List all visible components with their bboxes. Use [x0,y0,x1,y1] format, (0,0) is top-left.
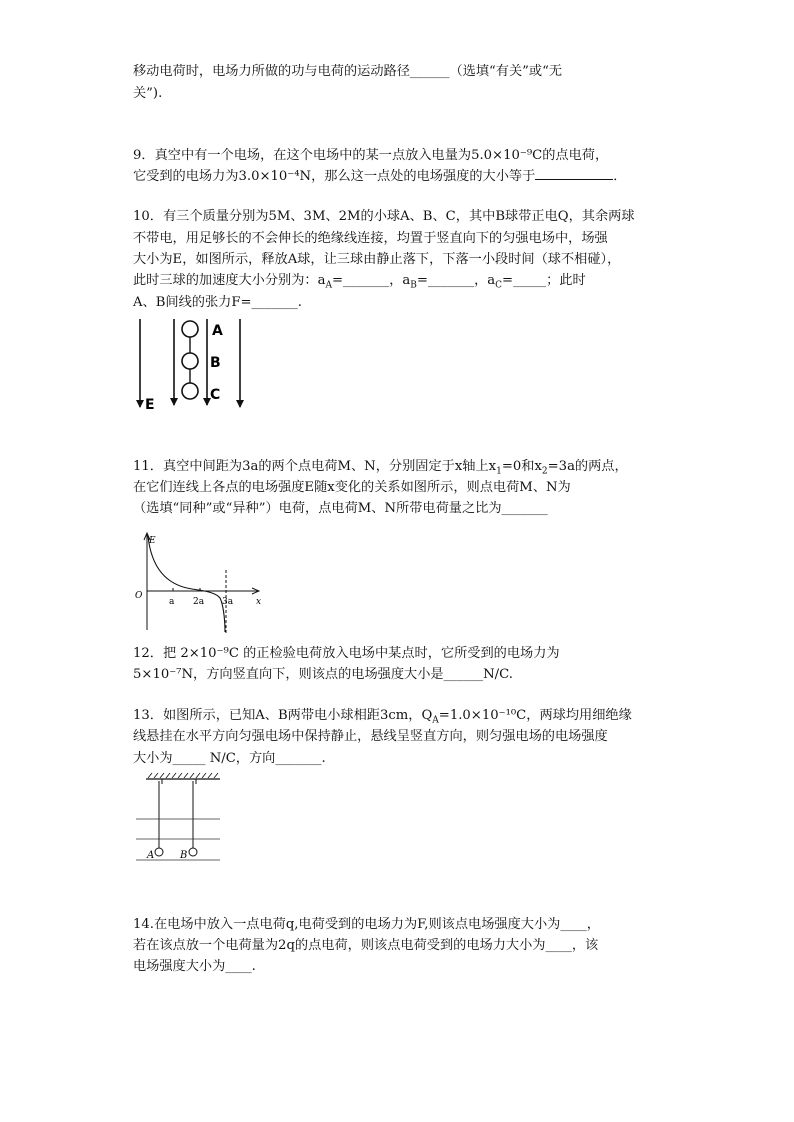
q10-line4-text: 此时三球的加速度大小分别为：a [133,273,326,288]
q10-eq2: =_______，a [416,273,496,288]
q8-line1: 移动电荷时，电场力所做的功与电荷的运动路径______（选填“有关”或“无 [133,64,563,79]
q10-eq1: =_______，a [332,273,411,288]
q10-line4 [133,270,673,291]
q13-line1-b: =1.0×10⁻¹⁰C，两球均用细绝缘 [438,708,632,723]
q14-line3: 电场强度大小为____. [133,959,256,974]
label-b: B [180,850,188,861]
q10-line1: 10．有三个质量分别为5M、3M、2M的小球A、B、C，其中B球带正电Q，其余两球 [133,209,635,224]
field-curve [148,536,225,632]
label-a: A [147,850,155,861]
label-e: E [145,397,155,413]
q10-line5: A、B间线的张力F=_______. [133,295,302,310]
label-c: C [210,387,221,403]
q11-line3: （选填“同种”或“异种”）电荷，点电荷M、N所带电荷量之比为_______ [133,501,548,516]
q11-sub1: 1 [496,466,502,477]
tick-label-3a: 3a [222,597,234,607]
x-axis-label: x [256,597,262,607]
q10-sub-a: A [325,280,332,291]
q13-sub: A [432,715,439,726]
q9-line2 [133,166,673,187]
q10-figure [132,315,252,415]
q10-sub-b: B [410,280,417,291]
label-a: A [212,323,223,339]
tick-label-2a: 2a [193,597,205,607]
q10-line3: 大小为E，如图所示，释放A球，让三球由静止落下，下落一小段时间（球不相碰）， [133,252,621,267]
q11-line2: 在它们连线上各点的电场强度E随x变化的关系如图所示，则点电荷M、N为 [133,480,571,495]
q9-answer-blank[interactable] [535,166,613,180]
ball-a [182,321,198,337]
q9-line2-end: ． [613,169,627,184]
q9-line2-text: 它受到的电场力为3.0×10⁻⁴N，那么这一点处的电场强度的大小等于 [133,169,536,184]
ball-c [182,383,198,399]
q14-line2: 若在该点放一个电荷量为2q的点电荷，则该点电荷受到的电场力大小为____，该 [133,938,599,953]
q13-line1-a: 13．如图所示，已知A、B两带电小球相距3cm，Q [133,708,433,723]
q8-line2: 关”). [133,86,163,101]
ball-b [189,848,197,856]
q13-line2: 线悬挂在水平方向匀强电场中保持静止，悬线呈竖直方向，则匀强电场的电场强度 [133,729,608,744]
origin-label: O [135,591,143,601]
q10-line2: 不带电，用足够长的不会伸长的绝缘线连接，均置于竖直向下的匀强电场中，场强 [133,231,608,246]
q12-line2: 5×10⁻⁷N，方向竖直向下，则该点的电场强度大小是______N/C. [133,667,513,682]
ball-a [155,848,163,856]
q11-line1-a: 11．真空中间距为3a的两个点电荷M、N，分别固定于x轴上x [133,459,497,474]
q13-line1 [133,705,673,726]
q13-figure [134,772,224,864]
ceiling-hatch [148,773,218,778]
y-axis-label: E [149,536,156,546]
q12-line1: 12．把 2×10⁻⁹C 的正检验电荷放入电场中某点时，它所受到的电场力为 [133,646,560,661]
q11-line1-c: =3a的两点， [547,459,628,474]
q11-line1 [133,456,673,477]
q10-eq3: =_____；此时 [502,273,586,288]
q10-sub-c: C [495,280,503,291]
q11-sub2: 2 [541,466,548,477]
q9-line1: 9．真空中有一个电场，在这个电场中的某一点放入电量为5.0×10⁻⁹C的点电荷， [133,148,609,163]
tick-label-a: a [169,597,175,607]
q11-line1-b: =0和x [501,459,542,474]
ball-b [182,353,198,369]
q14-line1: 14.在电场中放入一点电荷q,电荷受到的电场力为F,则该点电场强度大小为____， [133,917,600,932]
q13-line3: 大小为_____ N/C，方向_______. [133,751,326,766]
label-b: B [210,355,221,371]
q11-ex-graph [132,530,272,635]
